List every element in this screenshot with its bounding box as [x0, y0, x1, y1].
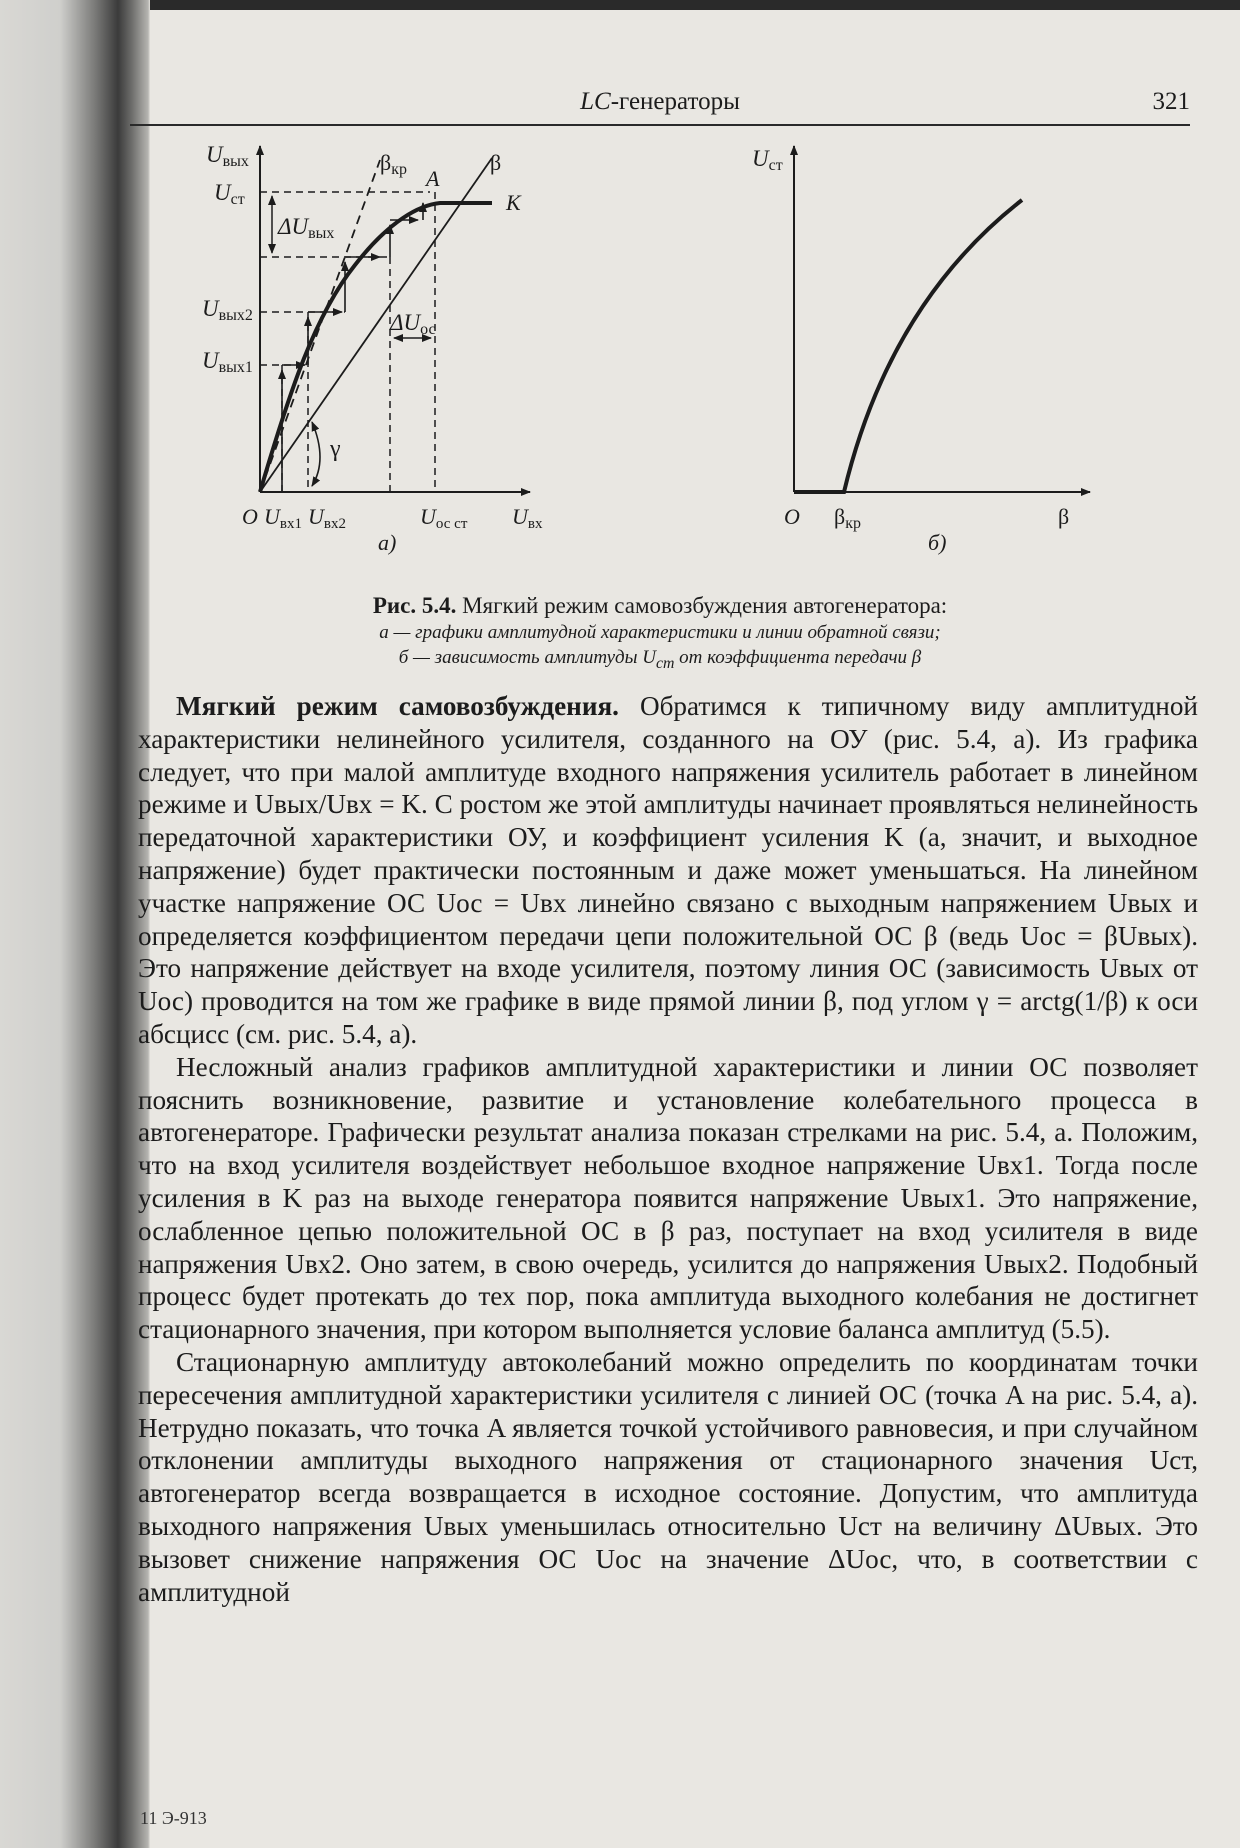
- paragraph-2: Несложный анализ графиков амплитудной характеристики и линии ОС позволяет пояснить возникновение, развитие и установление колебательного процесса в автогенераторе. Графически результат анализа показан стрелками на рис. 5.4, а. Положим, что на вход усилителя воздействует небольшое входное напряжение Uвх1. Тогда после усиления в K раз на выходе генератора появится напряжение Uвых1. Это напряжение, ослабленное цепью положительной ОС в β раз, поступает на вход усилителя в виде напряжения Uвх2. Оно затем, в свою очередь, усилится до напряжения Uвых2. Подобный процесс будет протекать до тех пор, пока амплитуда выходного колебания не достигнет стационарного значения, при котором выполняется условие баланса амплитуд (5.5).: [138, 1051, 1198, 1345]
- page-number: 321: [1152, 88, 1190, 115]
- beta-cr-label-b: βкр: [834, 504, 861, 532]
- signature-mark: 11 Э-913: [140, 1808, 207, 1828]
- header-rule: [130, 124, 1190, 126]
- page-top-edge: [0, 0, 1240, 10]
- caption-line-a: а — графики амплитудной характеристики и линии обратной связи;: [379, 622, 941, 643]
- amplitude-characteristic-curve: [260, 203, 492, 492]
- feedback-line-beta: [260, 158, 492, 492]
- origin-label: O: [242, 504, 258, 529]
- ust-curve: [794, 200, 1022, 492]
- u-out1-label: Uвых1: [202, 348, 253, 376]
- u-in1-label: Uвх1: [264, 504, 302, 532]
- figure-caption: [160, 592, 1160, 676]
- k-label: K: [506, 190, 521, 215]
- gamma-label: γ: [330, 436, 341, 462]
- x-axis-label: Uвх: [512, 504, 543, 532]
- x-axis-label-b: β: [1058, 504, 1070, 529]
- delta-u-oc-label: ΔUос: [390, 310, 436, 338]
- running-title: LC-генераторы: [580, 88, 740, 115]
- body-text: [138, 690, 1198, 1608]
- paragraph-1: Мягкий режим самовозбуждения. Обратимся к типичному виду амплитудной характеристики нелинейного усилителя, созданного на ОУ (рис. 5.4, а). Из графика следует, что при малой амплитуде входного напряжения усилитель работает в линейном режиме и Uвых/Uвх = K. С ростом же этой амплитуды начинает проявляться нелинейность передаточной характеристики ОУ, и коэффициент усиления K (а, значит, и выходное напряжение) будет практически постоянным и даже может уменьшаться. На линейном участке напряжение ОС Uос = Uвх линейно связано с выходным напряжением Uвых и определяется коэффициентом передачи цепи положительной ОС β (ведь Uос = βUвых). Это напряжение действует на входе усилителя, поэтому линия ОС (зависимость Uвых от Uос) проводится на том же графике в виде прямой линии β, под углом γ = arctg(1/β) к оси абсцисс (см. рис. 5.4, а).: [138, 691, 1198, 1049]
- beta-label: β: [490, 150, 502, 175]
- caption-line-b: б — зависимость амплитуды $U_{ст}$ от коэффициента передачи β: [398, 647, 922, 672]
- delta-u-out-label: ΔUвых: [278, 214, 335, 242]
- origin-label-b: O: [784, 504, 800, 529]
- y-axis-label: Uвых: [206, 142, 249, 170]
- panel-b-label: б): [928, 530, 947, 555]
- caption-title: Рис. 5.4. Мягкий режим самовозбуждения автогенератора:: [372, 593, 948, 618]
- book-gutter: [0, 0, 150, 1848]
- u-st-label: Uст: [214, 180, 245, 208]
- gamma-angle-arc: [312, 422, 320, 486]
- point-a-label: A: [426, 166, 440, 191]
- panel-a-label: а): [378, 530, 397, 555]
- figure-a-amplitude-characteristic: [202, 140, 670, 590]
- running-header: [130, 88, 1190, 128]
- u-oc-st-label: Uос ст: [420, 504, 468, 532]
- u-in2-label: Uвх2: [308, 504, 346, 532]
- beta-cr-label: βкр: [380, 150, 407, 178]
- figure-b-ust-vs-beta: [752, 140, 1140, 590]
- u-out2-label: Uвых2: [202, 296, 253, 324]
- paragraph-3: Стационарную амплитуду автоколебаний можно определить по координатам точки пересечения амплитудной характеристики усилителя с линией ОС (точка A на рис. 5.4, а). Нетрудно показать, что точка A является точкой устойчивого равновесия, и при случайном отклонении амплитуды выходного напряжения от стационарного значения Uст, автогенератор всегда возвращается в исходное состояние. Допустим, что амплитуда выходного напряжения Uвых уменьшилась относительно Uст на величину ΔUвых. Это вызовет снижение напряжения ОС Uос на значение ΔUос, что, в соответствии с амплитудной: [138, 1346, 1198, 1607]
- y-axis-label-b: Uст: [752, 146, 783, 174]
